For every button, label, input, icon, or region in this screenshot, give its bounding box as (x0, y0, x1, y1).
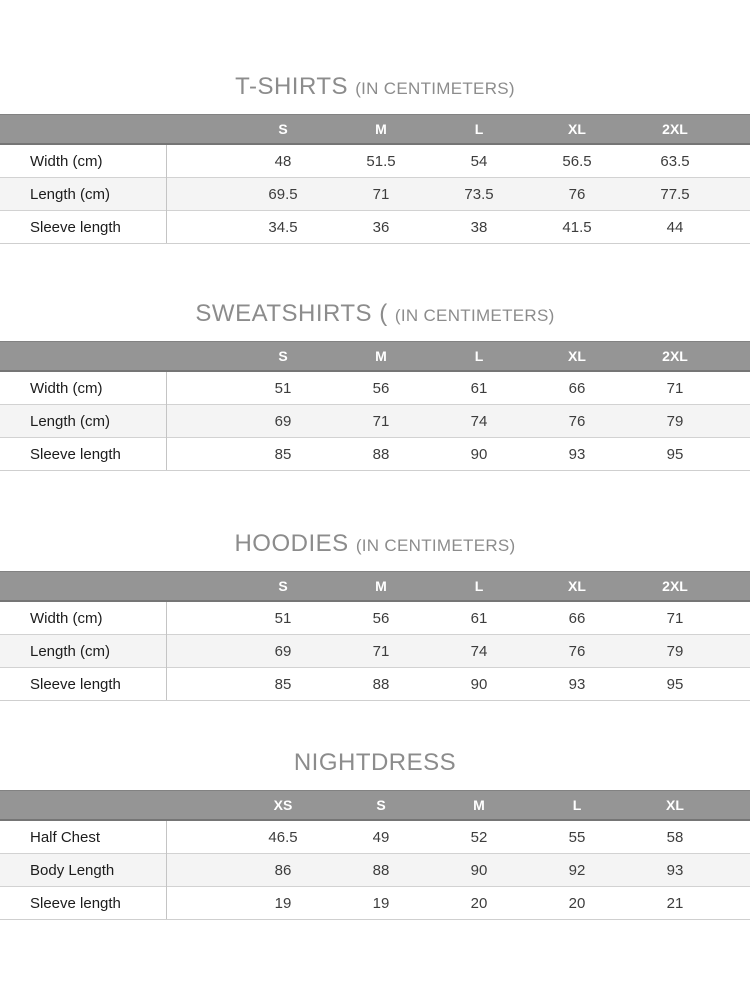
table-row (0, 405, 750, 438)
measurement-value: 79 (626, 635, 724, 668)
measurement-value: 93 (528, 438, 626, 471)
hoodies-title-units: (IN CENTIMETERS) (355, 536, 516, 555)
table-row (0, 887, 750, 920)
size-column-header: S (234, 342, 332, 372)
size-column-header: XL (528, 115, 626, 145)
tshirts-title-text: T-SHIRTS (235, 73, 349, 100)
measurement-label: Sleeve length (0, 211, 166, 244)
measurement-label: Length (cm) (0, 178, 166, 211)
measurement-value: 69.5 (234, 178, 332, 211)
spacer-cell (166, 887, 234, 920)
sweatshirts-chart-title (0, 299, 750, 330)
spacer-cell (166, 211, 234, 244)
nightdress-header-row (0, 791, 750, 821)
spacer-cell (166, 820, 234, 854)
measurement-value: 19 (234, 887, 332, 920)
size-column-header: XS (234, 791, 332, 821)
spacer-cell (724, 371, 750, 405)
measurement-label: Body Length (0, 854, 166, 887)
spacer-cell (166, 668, 234, 701)
measurement-value: 51.5 (366, 152, 396, 170)
measurement-label: Sleeve length (0, 668, 166, 701)
table-row (0, 211, 750, 244)
header-spacer (0, 115, 166, 145)
table-row (0, 438, 750, 471)
measurement-value: 66 (568, 379, 586, 397)
measurement-value: 66 (568, 609, 586, 627)
measurement-value: 19 (332, 887, 430, 920)
measurement-value: 71 (666, 379, 684, 397)
tshirts-title-units: (IN CENTIMETERS) (355, 79, 515, 98)
measurement-value: 86 (234, 854, 332, 887)
spacer-cell (724, 438, 750, 471)
size-column-header: L (430, 115, 528, 145)
measurement-value: 51 (274, 379, 292, 397)
size-column-header: L (528, 791, 626, 821)
measurement-value: 85 (234, 668, 332, 701)
size-column-header: M (332, 342, 430, 372)
measurement-value: 76 (528, 178, 626, 211)
sweatshirts-title-units: (IN CENTIMETERS) (394, 306, 555, 325)
measurement-value: 21 (626, 887, 724, 920)
measurement-value: 52 (470, 828, 488, 846)
size-column-header: XL (528, 572, 626, 602)
hoodies-size-table (0, 571, 750, 701)
header-spacer (166, 342, 234, 372)
table-row (0, 668, 750, 701)
tshirts-chart-title (0, 72, 750, 103)
measurement-label: Length (cm) (0, 405, 166, 438)
measurement-value: 95 (626, 668, 724, 701)
table-row (0, 854, 750, 887)
size-column-header: L (430, 572, 528, 602)
size-column-header: M (332, 115, 430, 145)
spacer-cell (166, 144, 234, 178)
measurement-label: Sleeve length (0, 438, 166, 471)
measurement-value: 71 (332, 635, 430, 668)
spacer-cell (724, 820, 750, 854)
measurement-value: 88 (332, 668, 430, 701)
measurement-label: Width (cm) (0, 144, 166, 178)
size-column-header: XL (626, 791, 724, 821)
header-spacer (724, 115, 750, 145)
table-row (0, 635, 750, 668)
sweatshirts-header-row (0, 342, 750, 372)
measurement-value: 55 (568, 828, 586, 846)
measurement-value: 76 (528, 405, 626, 438)
hoodies-header-row (0, 572, 750, 602)
measurement-value: 93 (626, 854, 724, 887)
size-column-header: S (234, 115, 332, 145)
measurement-value: 56.5 (562, 152, 592, 170)
sweatshirts-size-table (0, 341, 750, 471)
measurement-value: 76 (528, 635, 626, 668)
measurement-value: 90 (430, 854, 528, 887)
measurement-value: 95 (626, 438, 724, 471)
measurement-value: 63.5 (660, 152, 690, 170)
spacer-cell (724, 211, 750, 244)
header-spacer (724, 791, 750, 821)
tshirts-size-table (0, 114, 750, 244)
table-row (0, 371, 750, 405)
table-row (0, 144, 750, 178)
measurement-value: 77.5 (626, 178, 724, 211)
header-spacer (0, 342, 166, 372)
header-spacer (724, 572, 750, 602)
nightdress-chart-title (0, 748, 750, 779)
header-spacer (0, 572, 166, 602)
size-column-header: L (430, 342, 528, 372)
measurement-label: Half Chest (0, 820, 166, 854)
table-row (0, 178, 750, 211)
spacer-cell (724, 668, 750, 701)
measurement-label: Length (cm) (0, 635, 166, 668)
spacer-cell (166, 405, 234, 438)
measurement-value: 71 (332, 405, 430, 438)
measurement-value: 51 (274, 609, 292, 627)
size-column-header: M (430, 791, 528, 821)
spacer-cell (724, 601, 750, 635)
measurement-value: 20 (430, 887, 528, 920)
size-column-header: 2XL (626, 342, 724, 372)
spacer-cell (166, 854, 234, 887)
header-spacer (166, 791, 234, 821)
measurement-value: 41.5 (528, 211, 626, 244)
spacer-cell (724, 854, 750, 887)
size-column-header: S (234, 572, 332, 602)
sweatshirts-title-text: SWEATSHIRTS ( (195, 300, 388, 327)
spacer-cell (724, 178, 750, 211)
measurement-value: 46.5 (268, 828, 298, 846)
table-row (0, 601, 750, 635)
measurement-value: 36 (332, 211, 430, 244)
measurement-value: 34.5 (234, 211, 332, 244)
spacer-cell (166, 371, 234, 405)
measurement-value: 71 (666, 609, 684, 627)
hoodies-title-text: HOODIES (234, 530, 349, 557)
measurement-value: 58 (666, 828, 684, 846)
spacer-cell (166, 635, 234, 668)
measurement-value: 38 (430, 211, 528, 244)
measurement-value: 44 (626, 211, 724, 244)
spacer-cell (166, 601, 234, 635)
measurement-value: 73.5 (430, 178, 528, 211)
spacer-cell (724, 887, 750, 920)
spacer-cell (166, 438, 234, 471)
measurement-label: Width (cm) (0, 601, 166, 635)
measurement-value: 69 (234, 635, 332, 668)
measurement-value: 48 (274, 152, 292, 170)
spacer-cell (724, 635, 750, 668)
nightdress-size-table (0, 790, 750, 920)
header-spacer (0, 791, 166, 821)
measurement-value: 71 (332, 178, 430, 211)
measurement-value: 56 (372, 379, 390, 397)
spacer-cell (724, 405, 750, 438)
measurement-value: 61 (470, 609, 488, 627)
table-row (0, 820, 750, 854)
measurement-value: 92 (528, 854, 626, 887)
measurement-value: 61 (470, 379, 488, 397)
measurement-label: Sleeve length (0, 887, 166, 920)
size-column-header: 2XL (626, 572, 724, 602)
spacer-cell (724, 144, 750, 178)
header-spacer (166, 115, 234, 145)
hoodies-chart-title (0, 529, 750, 560)
measurement-value: 20 (528, 887, 626, 920)
measurement-value: 74 (430, 405, 528, 438)
measurement-value: 90 (430, 438, 528, 471)
measurement-value: 93 (528, 668, 626, 701)
size-column-header: 2XL (626, 115, 724, 145)
measurement-value: 79 (626, 405, 724, 438)
measurement-value: 85 (234, 438, 332, 471)
spacer-cell (166, 178, 234, 211)
size-column-header: M (332, 572, 430, 602)
size-column-header: XL (528, 342, 626, 372)
size-column-header: S (332, 791, 430, 821)
measurement-value: 90 (430, 668, 528, 701)
measurement-value: 88 (332, 438, 430, 471)
measurement-value: 74 (430, 635, 528, 668)
nightdress-title-text: NIGHTDRESS (293, 749, 457, 776)
measurement-label: Width (cm) (0, 371, 166, 405)
tshirts-header-row (0, 115, 750, 145)
measurement-value: 49 (372, 828, 390, 846)
measurement-value: 54 (470, 152, 488, 170)
header-spacer (166, 572, 234, 602)
header-spacer (724, 342, 750, 372)
measurement-value: 69 (234, 405, 332, 438)
measurement-value: 88 (332, 854, 430, 887)
measurement-value: 56 (372, 609, 390, 627)
